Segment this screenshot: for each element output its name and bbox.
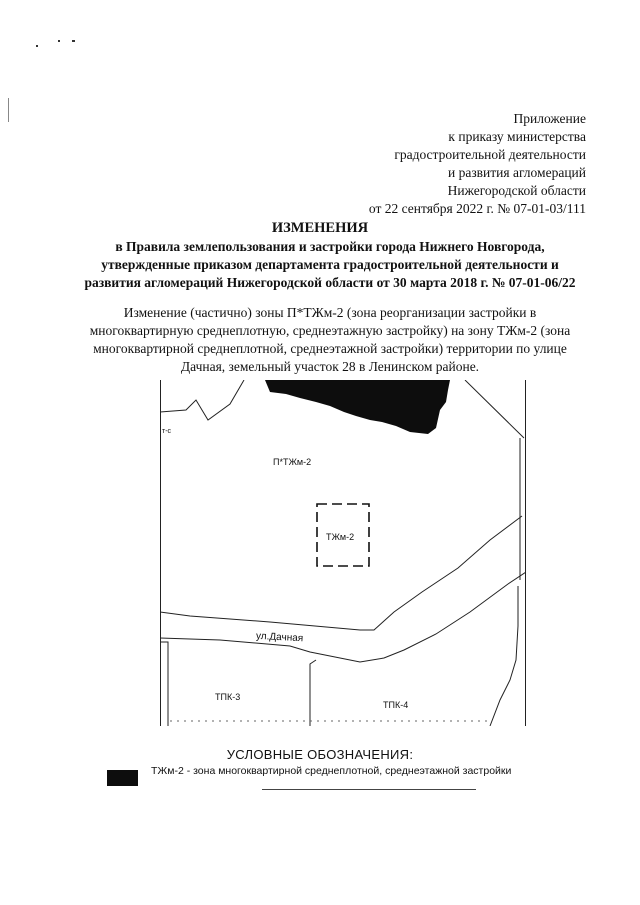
zone-label-changed: ТЖм-2 xyxy=(326,532,355,542)
document-title: ИЗМЕНЕНИЯ xyxy=(271,220,369,236)
zone-boundary xyxy=(160,380,244,420)
zone-label-tpk4: ТПК-4 xyxy=(383,700,409,710)
change-description xyxy=(60,304,600,376)
subtitle-line: развития агломераций Нижегородской области от 30 марта 2018 г. № 07-01-06/22 xyxy=(84,275,576,290)
scan-speck xyxy=(8,98,9,122)
scan-speck xyxy=(36,45,38,47)
scan-speck xyxy=(58,40,60,42)
description-line: многоквартирную среднеплотную, среднеэтажную застройку) на зону ТЖм-2 (зона xyxy=(89,323,571,338)
legend-item-text: ТЖм-2 - зона многоквартирной среднеплотной, среднеэтажной застройки xyxy=(151,765,512,777)
description-line: многоквартирной среднеплотной, среднеэтажной застройки) территории по улице xyxy=(93,341,567,356)
appendix-line: к приказу министерства xyxy=(448,129,586,144)
subtitle-line: в Правила землепользования и застройки города Нижнего Новгорода, xyxy=(115,239,545,254)
legend-title: УСЛОВНЫЕ ОБОЗНАЧЕНИЯ: xyxy=(226,747,414,762)
appendix-line: Приложение xyxy=(513,111,586,126)
changed-zone-fill xyxy=(265,380,450,434)
street-edge-bottom xyxy=(160,572,526,662)
zone-boundary xyxy=(310,660,316,726)
appendix-line: от 22 сентября 2022 г. № 07-01-03/111 xyxy=(368,201,586,216)
zone-label-tpk3: ТПК-3 xyxy=(215,692,241,702)
zoning-map xyxy=(160,380,526,726)
map-drawing xyxy=(160,380,526,726)
zone-label-main: П*ТЖм-2 xyxy=(273,457,312,467)
appendix-block xyxy=(369,110,586,218)
legend-swatch xyxy=(107,770,138,786)
document-subtitle xyxy=(60,238,600,292)
street-label: ул.Дачная xyxy=(255,630,304,645)
zone-boundary xyxy=(490,586,518,726)
subtitle-line: утвержденные приказом департамента градостроительной деятельности и xyxy=(101,257,559,272)
description-line: Изменение (частично) зоны П*ТЖм-2 (зона реорганизации застройки в xyxy=(123,305,537,320)
scan-speck xyxy=(72,40,75,42)
edge-label: т-с xyxy=(162,428,172,435)
legend-divider xyxy=(262,789,476,790)
zone-boundary xyxy=(465,380,524,438)
appendix-line: градостроительной деятельности xyxy=(394,147,586,162)
appendix-line: Нижегородской области xyxy=(447,183,586,198)
zone-boundary xyxy=(160,642,168,726)
appendix-line: и развития агломераций xyxy=(447,165,586,180)
description-line: Дачная, земельный участок 28 в Ленинском районе. xyxy=(180,359,480,374)
